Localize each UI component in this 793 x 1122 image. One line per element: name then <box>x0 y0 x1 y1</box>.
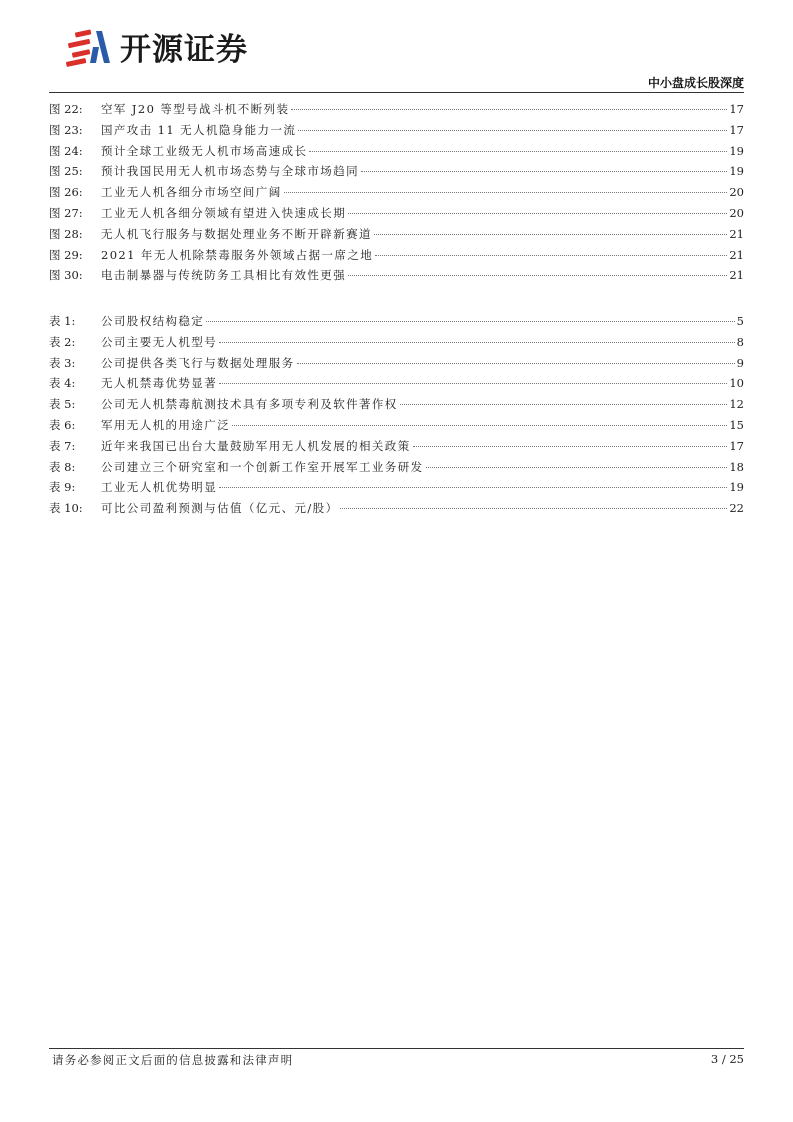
footer-disclaimer: 请务必参阅正文后面的信息披露和法律声明 <box>52 1053 294 1067</box>
entry-page: 8 <box>736 334 744 349</box>
entry-title: 可比公司盈利预测与估值（亿元、元/股） <box>101 501 339 516</box>
dot-leader <box>206 321 734 322</box>
dot-leader <box>219 342 735 343</box>
toc-entry[interactable] <box>49 457 744 478</box>
footer-page-number: 3 / 25 <box>710 1052 744 1066</box>
entry-label: 表 5: <box>49 397 76 412</box>
logo-text: 开源证券 <box>120 32 248 68</box>
dot-leader <box>426 467 728 468</box>
entry-title: 公司主要无人机型号 <box>101 334 218 349</box>
entry-title: 工业无人机优势明显 <box>101 480 218 495</box>
entry-title: 无人机禁毒优势显著 <box>101 376 218 391</box>
entry-page: 12 <box>729 397 744 412</box>
entry-title: 工业无人机各细分领域有望进入快速成长期 <box>101 205 347 220</box>
toc-entry[interactable] <box>49 120 744 141</box>
toc-entry[interactable] <box>49 311 744 332</box>
entry-title: 军用无人机的用途广泛 <box>101 417 230 432</box>
toc-entry[interactable] <box>49 161 744 182</box>
entry-page: 18 <box>729 459 744 474</box>
table-list <box>49 311 744 519</box>
entry-title: 近年来我国已出台大量鼓励军用无人机发展的相关政策 <box>101 438 411 453</box>
dot-leader <box>298 130 727 131</box>
entry-title: 预计我国民用无人机市场态势与全球市场趋同 <box>101 164 359 179</box>
entry-label: 表 6: <box>49 417 76 432</box>
entry-page: 9 <box>736 355 744 370</box>
kaiyuan-logo-icon <box>66 25 114 69</box>
dot-leader <box>297 363 735 364</box>
entry-title: 电击制暴器与传统防务工具相比有效性更强 <box>101 268 347 283</box>
dot-leader <box>232 425 727 426</box>
dot-leader <box>375 255 727 256</box>
logo <box>66 24 248 69</box>
toc-entry[interactable] <box>49 99 744 120</box>
entry-label: 图 28: <box>49 226 83 241</box>
entry-page: 19 <box>729 164 744 179</box>
toc-entry[interactable] <box>49 245 744 266</box>
toc-entry[interactable] <box>49 353 744 374</box>
entry-label: 图 27: <box>49 205 83 220</box>
figure-list <box>49 99 744 286</box>
entry-page: 21 <box>729 247 744 262</box>
entry-page: 17 <box>729 122 744 137</box>
entry-page: 21 <box>729 268 744 283</box>
entry-page: 19 <box>729 480 744 495</box>
toc-entry[interactable] <box>49 182 744 203</box>
entry-title: 公司提供各类飞行与数据处理服务 <box>101 355 295 370</box>
entry-label: 图 29: <box>49 247 83 262</box>
entry-title: 国产攻击 11 无人机隐身能力一流 <box>101 122 297 137</box>
dot-leader <box>348 213 727 214</box>
dot-leader <box>413 446 728 447</box>
dot-leader <box>374 234 727 235</box>
entry-label: 图 24: <box>49 143 83 158</box>
entry-page: 17 <box>729 102 744 116</box>
dot-leader <box>219 383 727 384</box>
entry-label: 图 26: <box>49 185 83 200</box>
entry-label: 图 22: <box>49 102 83 116</box>
entry-title: 工业无人机各细分市场空间广阔 <box>101 185 282 200</box>
toc-entry[interactable] <box>49 203 744 224</box>
dot-leader <box>340 508 727 509</box>
toc-entry[interactable] <box>49 415 744 436</box>
entry-label: 表 7: <box>49 438 76 453</box>
entry-title: 空军 J20 等型号战斗机不断列装 <box>101 102 290 116</box>
entry-label: 图 30: <box>49 268 83 283</box>
entry-page: 19 <box>729 143 744 158</box>
entry-label: 表 8: <box>49 459 76 474</box>
toc-entry[interactable] <box>49 373 744 394</box>
dot-leader <box>309 151 727 152</box>
dot-leader <box>284 192 728 193</box>
toc-entry[interactable] <box>49 224 744 245</box>
header-divider <box>49 92 744 93</box>
entry-title: 无人机飞行服务与数据处理业务不断开辟新赛道 <box>101 226 372 241</box>
entry-label: 图 25: <box>49 164 83 179</box>
entry-label: 表 3: <box>49 355 76 370</box>
entry-label: 图 23: <box>49 122 83 137</box>
entry-title: 公司无人机禁毒航测技术具有多项专利及软件著作权 <box>101 397 398 412</box>
entry-page: 17 <box>729 438 744 453</box>
entry-label: 表 4: <box>49 376 76 391</box>
entry-page: 21 <box>729 226 744 241</box>
entry-page: 20 <box>729 185 744 200</box>
dot-leader <box>361 171 727 172</box>
entry-label: 表 9: <box>49 480 76 495</box>
footer-divider <box>49 1048 744 1049</box>
entry-page: 20 <box>729 205 744 220</box>
entry-page: 22 <box>729 501 744 516</box>
dot-leader <box>291 109 727 110</box>
entry-label: 表 1: <box>49 314 76 328</box>
entry-title: 公司股权结构稳定 <box>101 314 205 328</box>
entry-label: 表 2: <box>49 334 76 349</box>
toc-entry[interactable] <box>49 436 744 457</box>
toc-entry[interactable] <box>49 477 744 498</box>
toc-entry[interactable] <box>49 141 744 162</box>
entry-title: 预计全球工业级无人机市场高速成长 <box>101 143 308 158</box>
toc-entry[interactable] <box>49 265 744 286</box>
toc-entry[interactable] <box>49 332 744 353</box>
dot-leader <box>400 404 728 405</box>
entry-title: 2021 年无人机除禁毒服务外领域占据一席之地 <box>101 247 374 262</box>
entry-page: 5 <box>736 314 744 328</box>
dot-leader <box>219 487 727 488</box>
report-category: 中小盘成长股深度 <box>647 76 744 90</box>
entry-title: 公司建立三个研究室和一个创新工作室开展军工业务研发 <box>101 459 424 474</box>
toc-entry[interactable] <box>49 498 744 519</box>
entry-label: 表 10: <box>49 501 83 516</box>
toc-entry[interactable] <box>49 394 744 415</box>
dot-leader <box>348 275 727 276</box>
entry-page: 10 <box>729 376 744 391</box>
entry-page: 15 <box>729 417 744 432</box>
